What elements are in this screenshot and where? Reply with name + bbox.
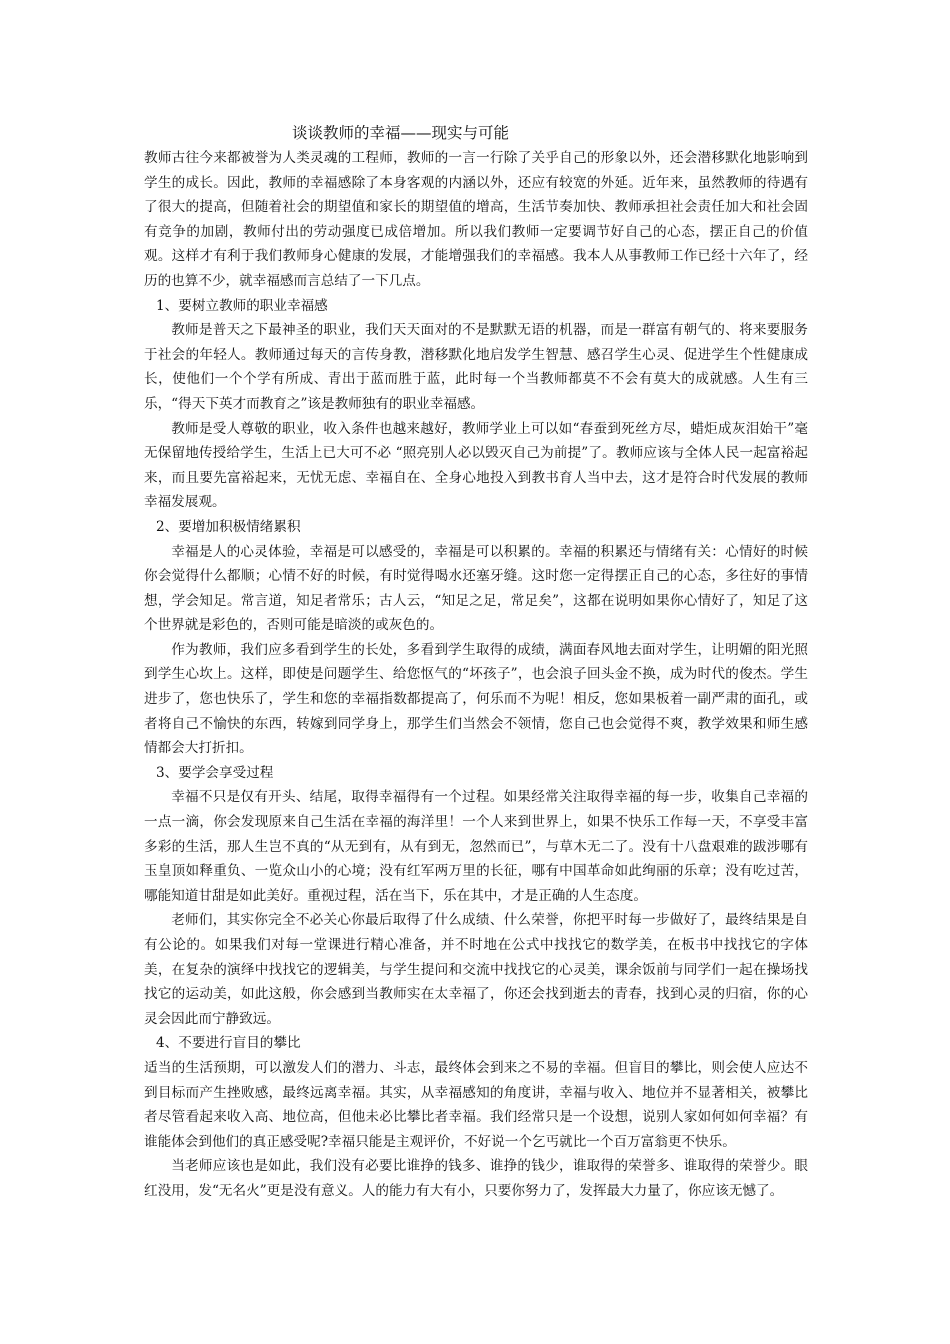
section-heading-2: 2、要增加积极情绪累积 bbox=[156, 518, 301, 535]
section-4-paragraph-2: 当老师应该也是如此，我们没有必要比谁挣的钱多、谁挣的钱少，谁取得的荣誉多、谁取得的荣誉少。眼红没用，发“无名火”更是没有意义。人的能力有大有小，只要你努力了，发挥最大力量了，你应该无憾了。 bbox=[144, 1158, 808, 1199]
section-2-paragraph-2: 作为教师，我们应多看到学生的长处，多看到学生取得的成绩，满面春风地去面对学生，让明媚的阳光照到学生心坎上。这样，即使是问题学生、给您怄气的“坏孩子”，也会浪子回头金不换，成为时代的俊杰。学生进步了，您也快乐了，学生和您的幸福指数都提高了，何乐而不为呢！相反，您如果板着一副严肃的面孔，或者将自己不愉快的东西，转嫁到同学身上，那学生们当然会不领情，您自己也会觉得不爽，教学效果和师生感情都会大打折扣。 bbox=[144, 641, 808, 757]
section-2-paragraph-1: 幸福是人的心灵体验，幸福是可以感受的，幸福是可以积累的。幸福的积累还与情绪有关：心情好的时候你会觉得什么都顺；心情不好的时候，有时觉得喝水还塞牙缝。这时您一定得摆正自己的心态，多往好的事情想，学会知足。常言道，知足者常乐；古人云，“知足之足，常足矣”，这都在说明如果你心情好了，知足了这个世界就是彩色的，否则可能是暗淡的或灰色的。 bbox=[144, 543, 808, 634]
section-1-paragraph-2: 教师是受人尊敬的职业，收入条件也越来越好，教师学业上可以如“春蚕到死丝方尽，蜡炬成灰泪始干”毫无保留地传授给学生，生活上已大可不必 “照亮别人必以毁灭自己为前提”了。教师应该与全体人民一起富裕起来，而且要先富裕起来，无忧无虑、幸福自在、全身心地投入到教书育人当中去，这才是符合时代发展的教师幸福发展观。 bbox=[144, 420, 808, 511]
section-heading-1: 1、要树立教师的职业幸福感 bbox=[156, 297, 328, 314]
document-title: 谈谈教师的幸福——现实与可能 bbox=[292, 124, 510, 142]
section-4-paragraph-1: 适当的生活预期，可以激发人们的潜力、斗志，最终体会到来之不易的幸福。但盲目的攀比，则会使人应达不到目标而产生挫败感，最终远离幸福。其实，从幸福感知的角度讲，幸福与收入、地位并不显著相关，被攀比者尽管看起来收入高、地位高，但他未必比攀比者幸福。我们经常只是一个设想，说别人家如何如何幸福？有谁能体会到他们的真正感受呢?幸福只能是主观评价，不好说一个乞丐就比一个百万富翁更不快乐。 bbox=[144, 1059, 808, 1150]
section-1-paragraph-1: 教师是普天之下最神圣的职业，我们天天面对的不是默默无语的机器，而是一群富有朝气的、将来要服务于社会的年轻人。教师通过每天的言传身教，潜移默化地启发学生智慧、感召学生心灵、促进学生个性健康成长，使他们一个个学有所成、青出于蓝而胜于蓝，此时每一个当教师都莫不不会有莫大的成就感。人生有三乐，“得天下英才而教育之”该是教师独有的职业幸福感。 bbox=[144, 322, 808, 412]
section-heading-4: 4、不要进行盲目的攀比 bbox=[156, 1035, 301, 1052]
intro-paragraph: 教师古往今来都被誉为人类灵魂的工程师，教师的一言一行除了关乎自己的形象以外，还会潜移默化地影响到学生的成长。因此，教师的幸福感除了本身客观的内涵以外，还应有较宽的外延。近年来，虽然教师的待遇有了很大的提高，但随着社会的期望值和家长的期望值的增高，生活节奏加快、教师承担社会责任加大和社会固有竞争的加剧，教师付出的劳动强度已成倍增加。所以我们教师一定要调节好自己的心态，摆正自己的价值观。这样才有利于我们教师身心健康的发展，才能增强我们的幸福感。我本人从事教师工作已经十六年了，经历的也算不少，就幸福感而言总结了一下几点。 bbox=[144, 150, 808, 289]
section-3-paragraph-2: 老师们，其实你完全不必关心你最后取得了什么成绩、什么荣誉，你把平时每一步做好了，最终结果是自有公论的。如果我们对每一堂课进行精心准备，并不时地在公式中找找它的数学美，在板书中找找它的字体美，在复杂的演绎中找找它的逻辑美，与学生提问和交流中找找它的心灵美，课余饭前与同学们一起在操场找找它的运动美，如此这般，你会感到当教师实在太幸福了，你还会找到逝去的青春，找到心灵的归宿，你的心灵会因此而宁静致远。 bbox=[144, 912, 808, 1027]
section-3-paragraph-1: 幸福不只是仅有开头、结尾，取得幸福得有一个过程。如果经常关注取得幸福的每一步，收集自己幸福的一点一滴，你会发现原来自己生活在幸福的海洋里！一个人来到世界上，如果不快乐工作每一天，不享受丰富多彩的生活，那人生岂不真的“从无到有，从有到无，忽然而已”，与草木无二了。没有十八盘艰难的跋涉哪有玉皇顶如释重负、一览众山小的心境；没有红军两万里的长征，哪有中国革命如此绚丽的乐章；没有吃过苦，哪能知道甘甜是如此美好。重视过程，活在当下，乐在其中，才是正确的人生态度。 bbox=[144, 789, 808, 904]
document-page bbox=[144, 120, 808, 1204]
section-heading-3: 3、要学会享受过程 bbox=[156, 764, 274, 781]
